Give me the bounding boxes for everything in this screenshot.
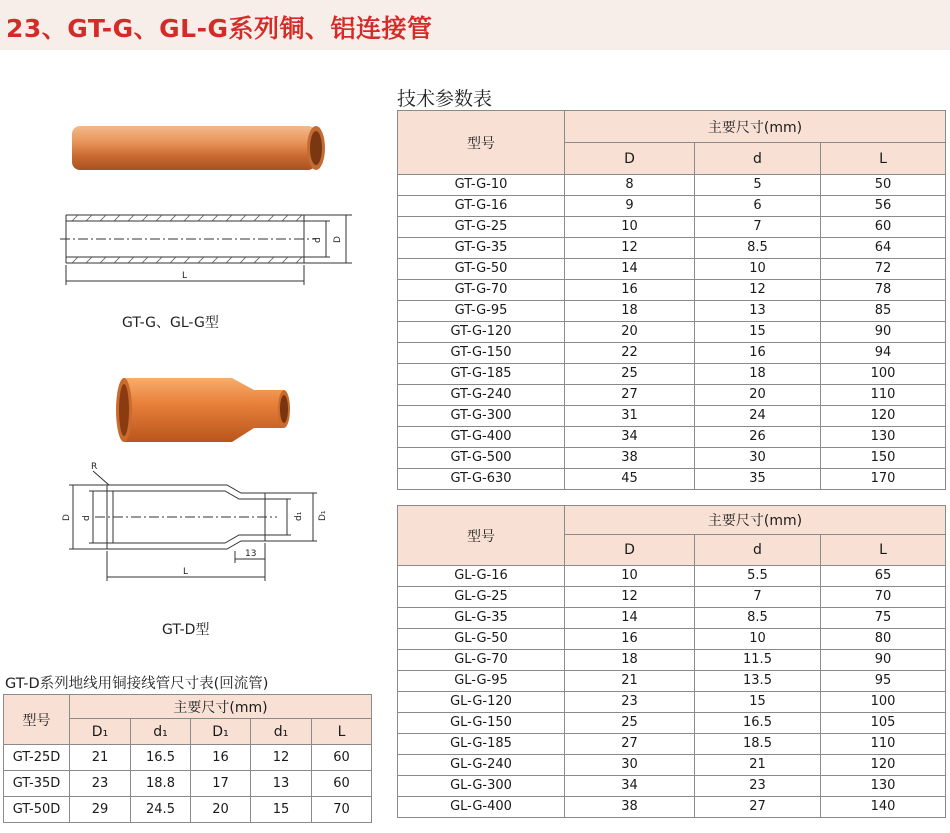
value-cell: 6: [695, 196, 821, 217]
value-cell: 60: [821, 217, 946, 238]
value-cell: 18: [695, 364, 821, 385]
value-cell: 140: [821, 797, 946, 818]
table-row: [4, 797, 372, 823]
value-cell: 12: [565, 238, 695, 259]
value-cell: 18.5: [695, 734, 821, 755]
table-row: [398, 566, 946, 587]
table-row: [398, 217, 946, 238]
value-cell: 65: [821, 566, 946, 587]
value-cell: 56: [821, 196, 946, 217]
gtd-tube-photo: [112, 372, 302, 448]
table-row: [398, 448, 946, 469]
value-cell: 11.5: [695, 650, 821, 671]
value-cell: 105: [821, 713, 946, 734]
model-cell: GT-G-16: [398, 196, 565, 217]
value-cell: 35: [695, 469, 821, 490]
table-row: [398, 385, 946, 406]
tech-params-heading: 技术参数表: [397, 88, 493, 110]
value-cell: 60: [312, 771, 372, 797]
model-cell: GT-35D: [4, 771, 70, 797]
value-cell: 21: [565, 671, 695, 692]
table-row: [398, 259, 946, 280]
model-cell: GT-G-120: [398, 322, 565, 343]
value-cell: 38: [565, 797, 695, 818]
gtg-drawing: [60, 205, 360, 295]
model-cell: GT-G-400: [398, 427, 565, 448]
table-row: [398, 322, 946, 343]
header-col-d: d: [695, 143, 821, 175]
model-cell: GT-G-25: [398, 217, 565, 238]
value-cell: 25: [565, 364, 695, 385]
value-cell: 16: [695, 343, 821, 364]
dim-D-label: D: [333, 236, 343, 243]
value-cell: 25: [565, 713, 695, 734]
value-cell: 100: [821, 692, 946, 713]
table-row: [398, 629, 946, 650]
header-main-dims: 主要尺寸(mm): [565, 111, 946, 143]
table-row: [398, 196, 946, 217]
gtd-caption: GT-D型: [162, 622, 210, 638]
value-cell: 20: [191, 797, 251, 823]
value-cell: 16: [191, 745, 251, 771]
value-cell: 15: [695, 322, 821, 343]
value-cell: 30: [695, 448, 821, 469]
value-cell: 20: [695, 385, 821, 406]
table-row: [398, 608, 946, 629]
value-cell: 16: [565, 280, 695, 301]
value-cell: 24: [695, 406, 821, 427]
value-cell: 27: [565, 385, 695, 406]
value-cell: 12: [565, 587, 695, 608]
model-cell: GT-25D: [4, 745, 70, 771]
value-cell: 14: [565, 608, 695, 629]
gtg-caption: GT-G、GL-G型: [122, 315, 219, 331]
header-col-d: d: [695, 535, 821, 566]
value-cell: 75: [821, 608, 946, 629]
value-cell: 70: [821, 587, 946, 608]
header-col-L: L: [312, 719, 372, 745]
header-model: 型号: [398, 506, 565, 566]
table-row: [398, 301, 946, 322]
value-cell: 10: [695, 259, 821, 280]
header-model: 型号: [4, 695, 70, 745]
value-cell: 7: [695, 587, 821, 608]
table-row: [398, 755, 946, 776]
header-main-dims: 主要尺寸(mm): [565, 506, 946, 535]
header-col-D1: D₁: [70, 719, 131, 745]
model-cell: GT-50D: [4, 797, 70, 823]
gtg-tube-photo: [66, 120, 328, 176]
dim-R-label: R: [91, 462, 98, 472]
table-row: [398, 587, 946, 608]
model-cell: GL-G-120: [398, 692, 565, 713]
model-cell: GL-G-240: [398, 755, 565, 776]
value-cell: 9: [565, 196, 695, 217]
table-row: [398, 280, 946, 301]
table-row: [398, 364, 946, 385]
table-row: [398, 797, 946, 818]
value-cell: 45: [565, 469, 695, 490]
header-col-d1: d₁: [131, 719, 191, 745]
header-col-D: D: [565, 143, 695, 175]
model-cell: GL-G-300: [398, 776, 565, 797]
value-cell: 100: [821, 364, 946, 385]
table-row: [398, 692, 946, 713]
value-cell: 130: [821, 776, 946, 797]
model-cell: GL-G-185: [398, 734, 565, 755]
value-cell: 8.5: [695, 238, 821, 259]
header-col-D: D: [565, 535, 695, 566]
model-cell: GL-G-95: [398, 671, 565, 692]
dim-L-label: L: [182, 271, 188, 281]
value-cell: 38: [565, 448, 695, 469]
page-title: 23、GT-G、GL-G系列铜、铝连接管: [6, 14, 433, 43]
value-cell: 27: [565, 734, 695, 755]
value-cell: 34: [565, 427, 695, 448]
model-cell: GL-G-50: [398, 629, 565, 650]
value-cell: 110: [821, 734, 946, 755]
table-row: [398, 650, 946, 671]
model-cell: GT-G-150: [398, 343, 565, 364]
value-cell: 30: [565, 755, 695, 776]
value-cell: 20: [565, 322, 695, 343]
header-col-L: L: [821, 535, 946, 566]
dim-d-label: d: [313, 237, 323, 243]
value-cell: 13: [695, 301, 821, 322]
model-cell: GT-G-300: [398, 406, 565, 427]
value-cell: 18.8: [131, 771, 191, 797]
gtg-spec-table: [397, 110, 946, 490]
model-cell: GL-G-400: [398, 797, 565, 818]
model-cell: GT-G-70: [398, 280, 565, 301]
value-cell: 13.5: [695, 671, 821, 692]
table-row: [398, 343, 946, 364]
model-cell: GL-G-35: [398, 608, 565, 629]
value-cell: 120: [821, 755, 946, 776]
value-cell: 90: [821, 322, 946, 343]
value-cell: 64: [821, 238, 946, 259]
model-cell: GL-G-70: [398, 650, 565, 671]
table-row: [398, 713, 946, 734]
dim-D1-label: D₁: [318, 510, 328, 521]
model-cell: GT-G-35: [398, 238, 565, 259]
value-cell: 70: [312, 797, 372, 823]
model-cell: GT-G-240: [398, 385, 565, 406]
value-cell: 85: [821, 301, 946, 322]
value-cell: 22: [565, 343, 695, 364]
value-cell: 27: [695, 797, 821, 818]
gtd-spec-table: [3, 694, 372, 823]
value-cell: 34: [565, 776, 695, 797]
table-row: [4, 745, 372, 771]
value-cell: 10: [695, 629, 821, 650]
value-cell: 14: [565, 259, 695, 280]
dim-L-gtd-label: L: [183, 567, 189, 577]
model-cell: GT-G-185: [398, 364, 565, 385]
value-cell: 29: [70, 797, 131, 823]
model-cell: GL-G-16: [398, 566, 565, 587]
table-row: [398, 776, 946, 797]
value-cell: 10: [565, 217, 695, 238]
dim-D-gtd-label: D: [62, 514, 72, 521]
table-row: [398, 427, 946, 448]
value-cell: 170: [821, 469, 946, 490]
value-cell: 12: [251, 745, 312, 771]
value-cell: 21: [70, 745, 131, 771]
model-cell: GT-G-95: [398, 301, 565, 322]
value-cell: 80: [821, 629, 946, 650]
value-cell: 23: [695, 776, 821, 797]
value-cell: 12: [695, 280, 821, 301]
value-cell: 50: [821, 175, 946, 196]
value-cell: 31: [565, 406, 695, 427]
value-cell: 26: [695, 427, 821, 448]
value-cell: 120: [821, 406, 946, 427]
table-row: [398, 469, 946, 490]
gtd-table-heading: GT-D系列地线用铜接线管尺寸表(回流管): [5, 676, 269, 692]
value-cell: 24.5: [131, 797, 191, 823]
header-model: 型号: [398, 111, 565, 175]
value-cell: 15: [695, 692, 821, 713]
value-cell: 21: [695, 755, 821, 776]
header-col-L: L: [821, 143, 946, 175]
header-col-D1: D₁: [191, 719, 251, 745]
glg-spec-table: [397, 505, 946, 818]
value-cell: 110: [821, 385, 946, 406]
value-cell: 8: [565, 175, 695, 196]
value-cell: 150: [821, 448, 946, 469]
value-cell: 16.5: [695, 713, 821, 734]
model-cell: GL-G-25: [398, 587, 565, 608]
dim-d1-label: d₁: [294, 511, 304, 521]
value-cell: 16: [565, 629, 695, 650]
value-cell: 90: [821, 650, 946, 671]
value-cell: 13: [251, 771, 312, 797]
gtd-drawing: [55, 455, 335, 585]
value-cell: 60: [312, 745, 372, 771]
value-cell: 94: [821, 343, 946, 364]
value-cell: 15: [251, 797, 312, 823]
header-main-dims: 主要尺寸(mm): [70, 695, 372, 719]
value-cell: 23: [565, 692, 695, 713]
value-cell: 18: [565, 301, 695, 322]
value-cell: 18: [565, 650, 695, 671]
header-col-d1: d₁: [251, 719, 312, 745]
value-cell: 5: [695, 175, 821, 196]
table-row: [398, 175, 946, 196]
model-cell: GT-G-630: [398, 469, 565, 490]
value-cell: 17: [191, 771, 251, 797]
value-cell: 8.5: [695, 608, 821, 629]
dim-13-label: 13: [245, 549, 257, 559]
value-cell: 5.5: [695, 566, 821, 587]
value-cell: 23: [70, 771, 131, 797]
model-cell: GL-G-150: [398, 713, 565, 734]
title-bar: [0, 0, 950, 50]
table-row: [398, 734, 946, 755]
value-cell: 130: [821, 427, 946, 448]
model-cell: GT-G-10: [398, 175, 565, 196]
table-row: [398, 671, 946, 692]
value-cell: 7: [695, 217, 821, 238]
model-cell: GT-G-500: [398, 448, 565, 469]
model-cell: GT-G-50: [398, 259, 565, 280]
value-cell: 16.5: [131, 745, 191, 771]
table-row: [398, 406, 946, 427]
value-cell: 72: [821, 259, 946, 280]
value-cell: 78: [821, 280, 946, 301]
table-row: [398, 238, 946, 259]
value-cell: 10: [565, 566, 695, 587]
value-cell: 95: [821, 671, 946, 692]
dim-d-gtd-label: d: [82, 515, 92, 521]
table-row: [4, 771, 372, 797]
